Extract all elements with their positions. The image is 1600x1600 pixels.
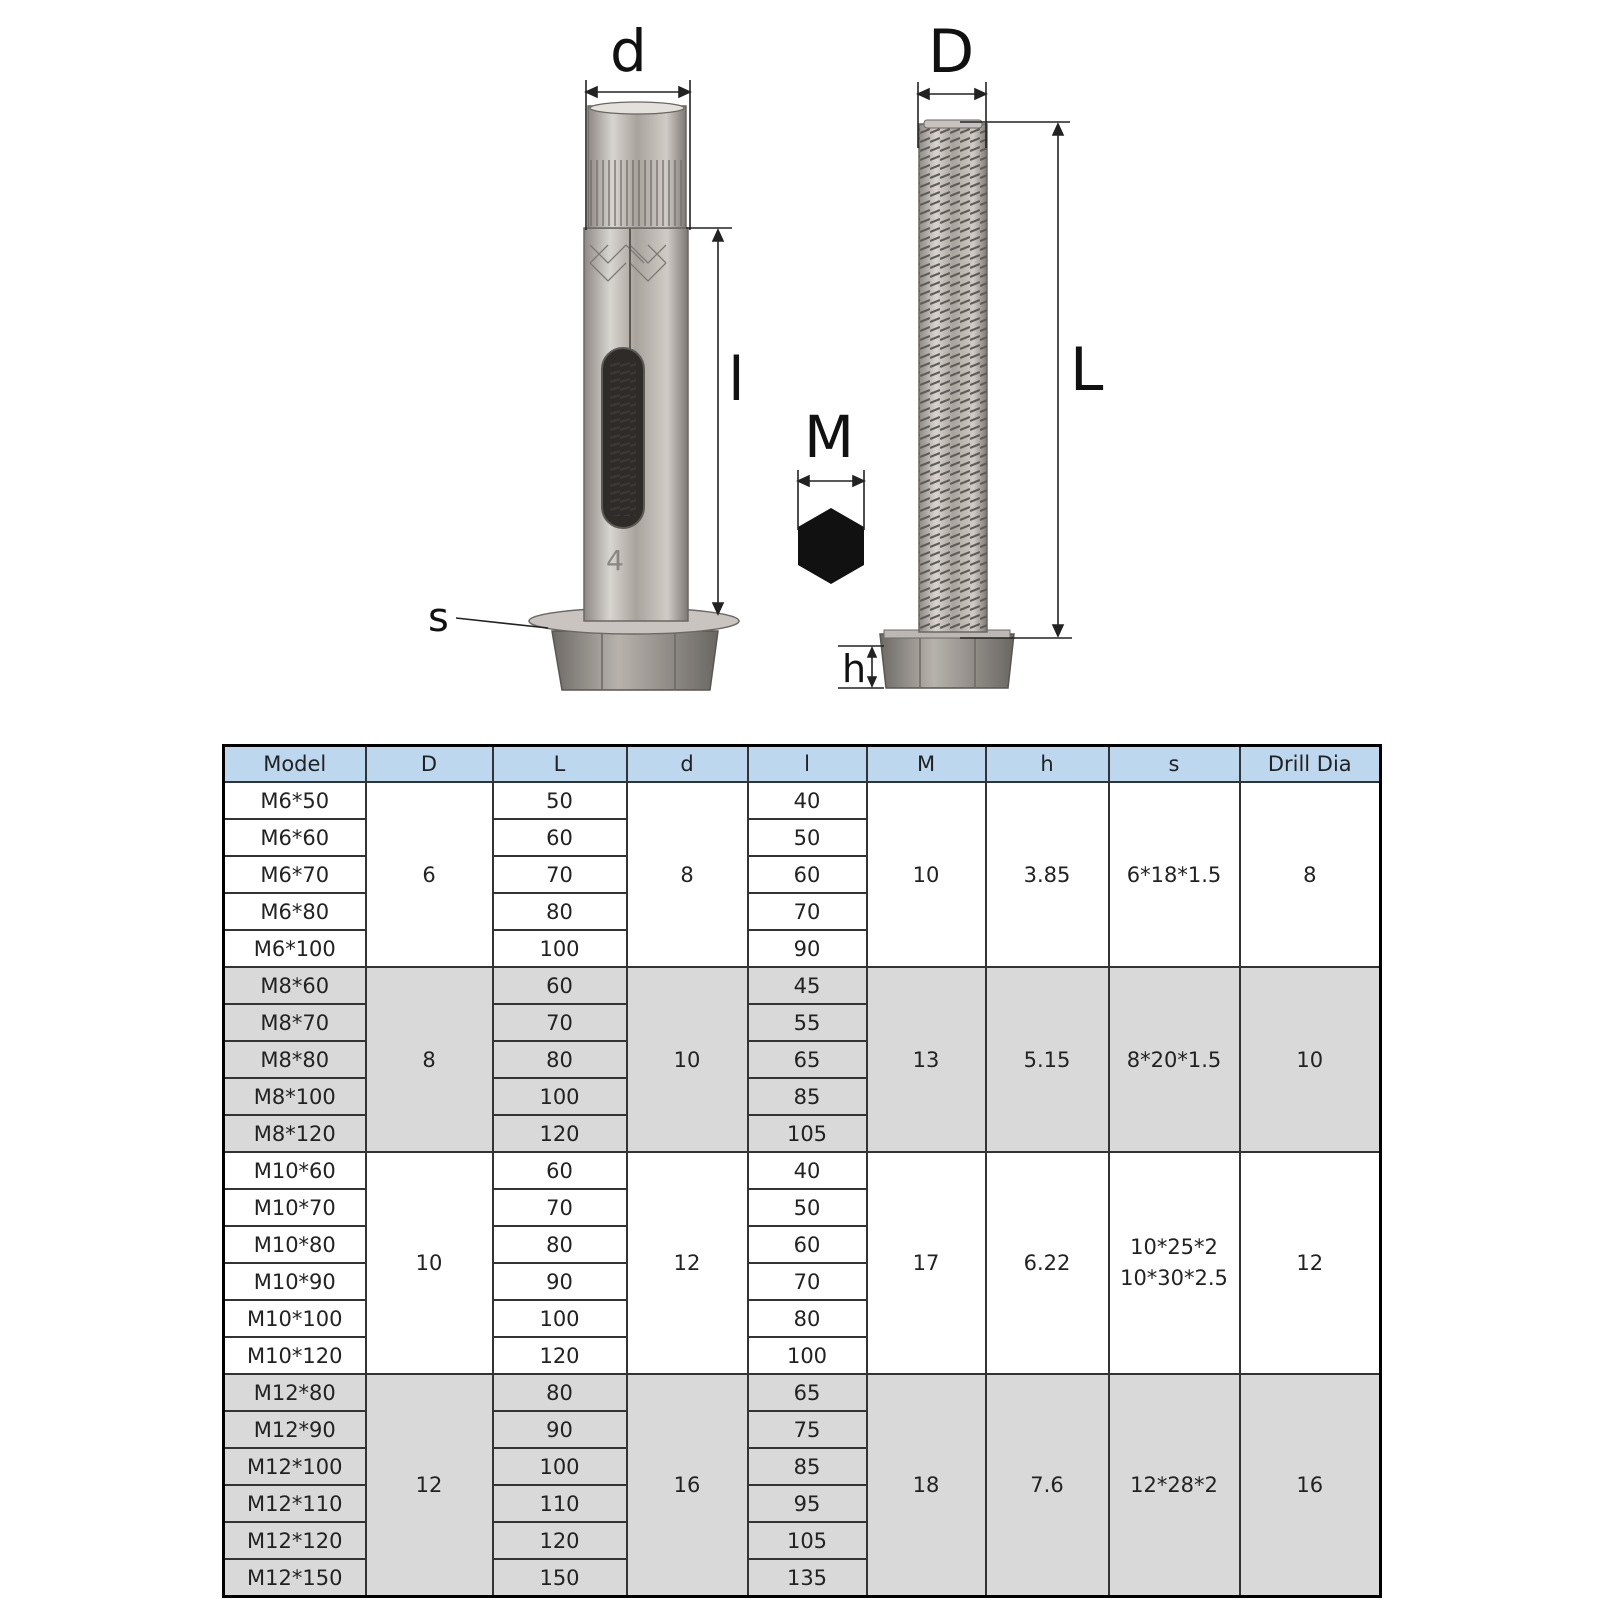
l-cell: 70 [748,893,867,930]
header-D: D [366,746,493,783]
M-cell: 13 [867,967,986,1152]
table-header-row [224,746,1381,783]
l-cell: 95 [748,1485,867,1522]
M-cell: 17 [867,1152,986,1374]
L-cell: 80 [493,893,627,930]
l-cell: 60 [748,856,867,893]
anchor-bolt-drawing [0,0,1600,730]
model-cell: M6*60 [224,819,366,856]
drill-cell: 10 [1240,967,1381,1152]
d-cell: 16 [627,1374,748,1597]
hex-bolt [880,120,1014,688]
l-cell: 50 [748,819,867,856]
model-cell: M10*80 [224,1226,366,1263]
L-cell: 100 [493,930,627,967]
l-cell: 45 [748,967,867,1004]
drill-cell: 16 [1240,1374,1381,1597]
L-cell: 80 [493,1226,627,1263]
header-drill-dia: Drill Dia [1240,746,1381,783]
d-cell: 12 [627,1152,748,1374]
header-s: s [1109,746,1240,783]
s-cell: 12*28*2 [1109,1374,1240,1597]
hex-nut [552,631,718,690]
L-cell: 60 [493,1152,627,1189]
model-cell: M8*120 [224,1115,366,1152]
L-cell: 100 [493,1078,627,1115]
s-cell: 6*18*1.5 [1109,782,1240,967]
l-cell: 90 [748,930,867,967]
L-cell: 60 [493,967,627,1004]
l-cell: 40 [748,782,867,819]
l-cell: 65 [748,1041,867,1078]
L-cell: 90 [493,1411,627,1448]
L-cell: 110 [493,1485,627,1522]
model-cell: M12*110 [224,1485,366,1522]
s-cell: 8*20*1.5 [1109,967,1240,1152]
l-cell: 75 [748,1411,867,1448]
L-cell: 80 [493,1374,627,1411]
model-cell: M8*70 [224,1004,366,1041]
L-cell: 50 [493,782,627,819]
h-cell: 7.6 [986,1374,1109,1597]
model-cell: M10*100 [224,1300,366,1337]
model-cell: M10*60 [224,1152,366,1189]
table-row [224,1374,1381,1411]
label-s: s [428,595,449,641]
model-cell: M12*100 [224,1448,366,1485]
table-row [224,782,1381,819]
sleeve-marking: 4 [606,544,624,577]
h-cell: 5.15 [986,967,1109,1152]
l-cell: 85 [748,1078,867,1115]
L-cell: 60 [493,819,627,856]
model-cell: M6*70 [224,856,366,893]
l-cell: 105 [748,1115,867,1152]
l-cell: 60 [748,1226,867,1263]
header-model: Model [224,746,366,783]
header-l: l [748,746,867,783]
l-cell: 105 [748,1522,867,1559]
l-cell: 40 [748,1152,867,1189]
model-cell: M12*90 [224,1411,366,1448]
L-cell: 100 [493,1300,627,1337]
s-cell [1109,1152,1240,1374]
model-cell: M6*80 [224,893,366,930]
s-value: 10*25*2 [1130,1235,1218,1259]
L-cell: 70 [493,1004,627,1041]
s-value: 10*30*2.5 [1120,1266,1228,1290]
M-cell: 18 [867,1374,986,1597]
model-cell: M12*120 [224,1522,366,1559]
d-cell: 8 [627,782,748,967]
model-cell: M8*80 [224,1041,366,1078]
h-cell: 3.85 [986,782,1109,967]
L-cell: 120 [493,1522,627,1559]
d-cell: 10 [627,967,748,1152]
l-cell: 100 [748,1337,867,1374]
header-d: d [627,746,748,783]
header-M: M [867,746,986,783]
label-h: h [842,647,867,691]
header-L: L [493,746,627,783]
model-cell: M8*100 [224,1078,366,1115]
model-cell: M12*150 [224,1559,366,1597]
model-cell: M10*120 [224,1337,366,1374]
hex-symbol [798,508,864,584]
l-cell: 65 [748,1374,867,1411]
D-cell: 8 [366,967,493,1152]
model-cell: M8*60 [224,967,366,1004]
table-row [224,1152,1381,1189]
label-M: M [804,403,855,471]
h-cell: 6.22 [986,1152,1109,1374]
model-cell: M10*90 [224,1263,366,1300]
header-h: h [986,746,1109,783]
bolt-head [880,634,1014,688]
drill-cell: 12 [1240,1152,1381,1374]
L-cell: 90 [493,1263,627,1300]
l-cell: 70 [748,1263,867,1300]
l-cell: 55 [748,1004,867,1041]
sleeve-anchor [529,102,739,690]
L-cell: 150 [493,1559,627,1597]
label-d: d [610,17,647,85]
L-cell: 120 [493,1337,627,1374]
table-row [224,967,1381,1004]
label-D: D [928,17,975,87]
label-L: L [1070,335,1104,405]
M-cell: 10 [867,782,986,967]
l-cell: 50 [748,1189,867,1226]
l-cell: 85 [748,1448,867,1485]
model-cell: M10*70 [224,1189,366,1226]
l-cell: 135 [748,1559,867,1597]
D-cell: 6 [366,782,493,967]
model-cell: M6*50 [224,782,366,819]
D-cell: 12 [366,1374,493,1597]
L-cell: 70 [493,856,627,893]
L-cell: 120 [493,1115,627,1152]
label-l: l [728,345,745,415]
L-cell: 100 [493,1448,627,1485]
product-diagram [0,0,1600,730]
model-cell: M12*80 [224,1374,366,1411]
model-cell: M6*100 [224,930,366,967]
D-cell: 10 [366,1152,493,1374]
spec-table [222,744,1382,1598]
drill-cell: 8 [1240,782,1381,967]
L-cell: 80 [493,1041,627,1078]
l-cell: 80 [748,1300,867,1337]
L-cell: 70 [493,1189,627,1226]
